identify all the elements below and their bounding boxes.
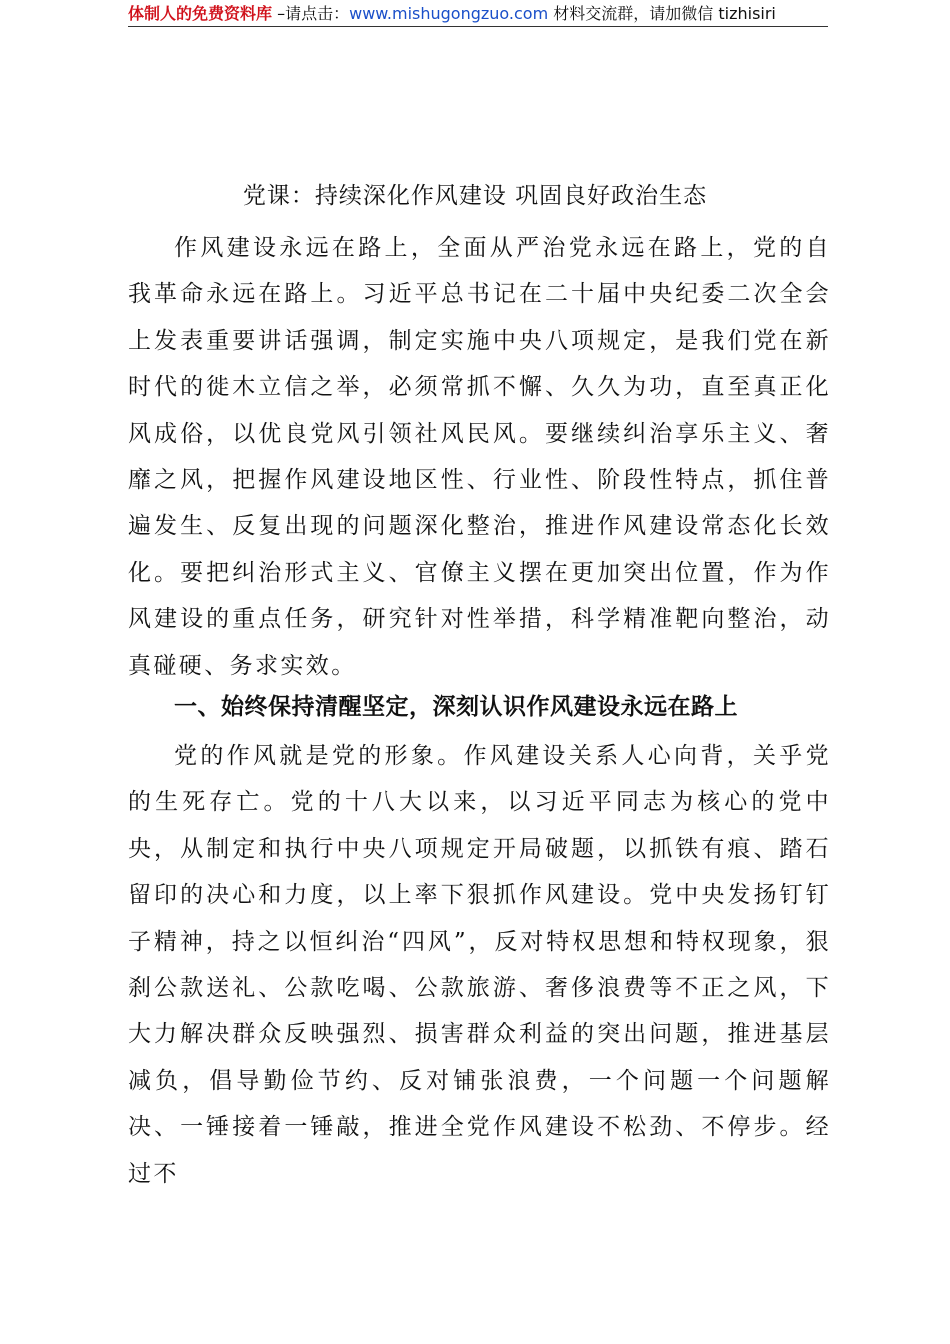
header-website-link[interactable]: www.mishugongzuo.com — [349, 4, 549, 23]
header-brand-text: 体制人的免费资料库 — [128, 4, 273, 23]
body-paragraph-intro: 作风建设永远在路上，全面从严治党永远在路上，党的自我革命永远在路上。习近平总书记在二十届中央纪委二次全会上发表重要讲话强调，制定实施中央八项规定，是我们党在新时代的徙木立信之举，必须常抓不懈、久久为功，直至真正化风成俗，以优良党风引领社风民风。要继续纠治享乐主义、奢靡之风，把握作风建设地区性、行业性、阶段性特点，抓住普遍发生、反复出现的问题深化整治，推进作风建设常态化长效化。要把纠治形式主义、官僚主义摆在更加突出位置，作为作风建设的重点任务，研究针对性举措，科学精准靶向整治，动真碰硬、务求实效。 — [128, 235, 831, 679]
header-click-prompt: –请点击： — [272, 4, 350, 23]
header-wechat-note: 材料交流群，请加微信 tizhisiri — [548, 4, 776, 23]
section-heading-1: 一、始终保持清醒坚定，深刻认识作风建设永远在路上 — [174, 694, 738, 720]
site-header-banner — [128, 4, 828, 27]
document-title: 党课：持续深化作风建设 巩固良好政治生态 — [242, 183, 708, 209]
body-paragraph-section-1: 党的作风就是党的形象。作风建设关系人心向背，关乎党的生死存亡。党的十八大以来，以习近平同志为核心的党中央，从制定和执行中央八项规定开局破题，以抓铁有痕、踏石留印的决心和力度，以上率下狠抓作风建设。党中央发扬钉钉子精神，持之以恒纠治“四风”，反对特权思想和特权现象，狠刹公款送礼、公款吃喝、公款旅游、奢侈浪费等不正之风，下大力解决群众反映强烈、损害群众利益的突出问题，推进基层减负，倡导勤俭节约、反对铺张浪费，一个问题一个问题解决、一锤接着一锤敲，推进全党作风建设不松劲、不停步。经过不 — [128, 743, 831, 1187]
